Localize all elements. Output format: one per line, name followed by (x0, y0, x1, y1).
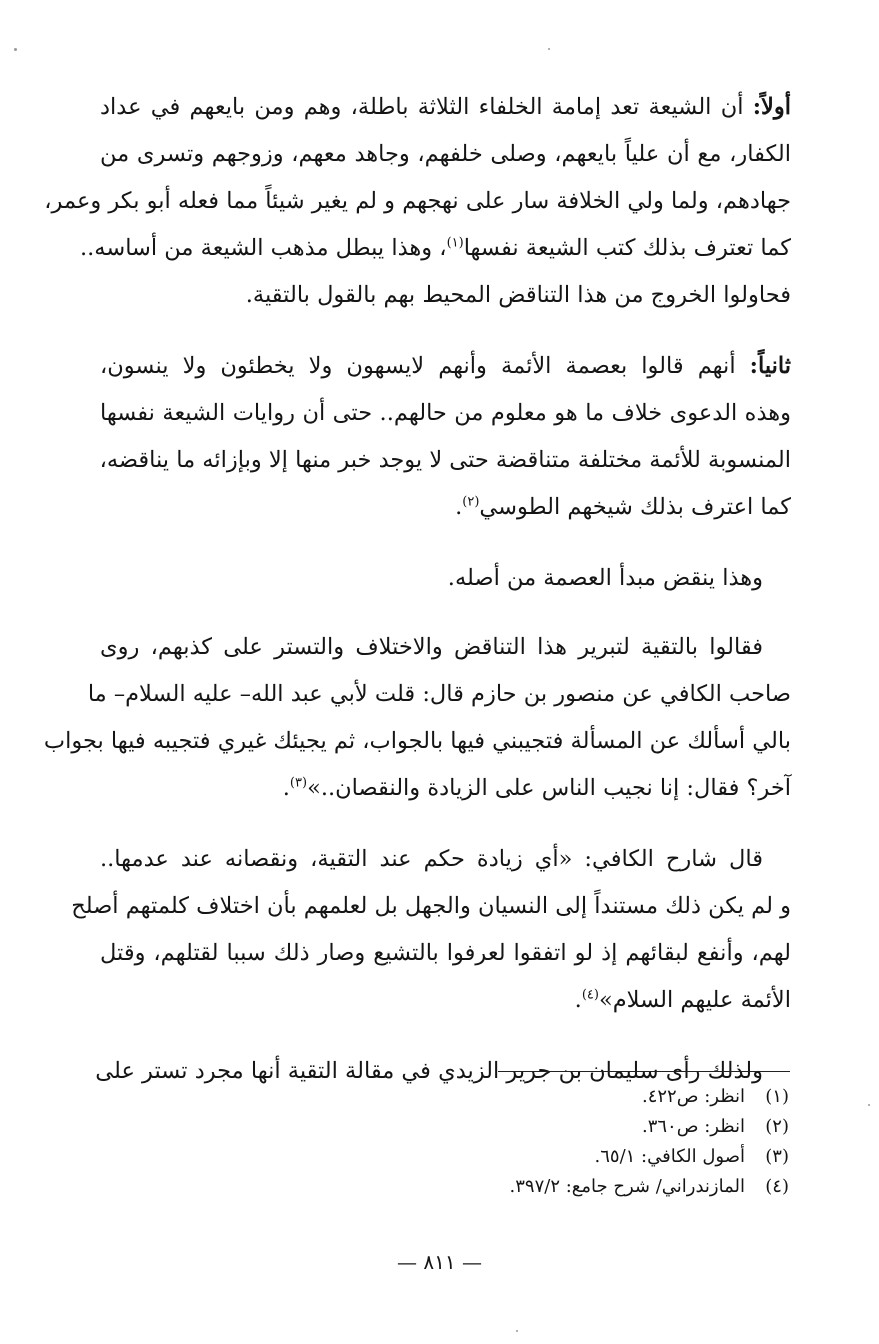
paragraph-quote (43, 624, 791, 812)
text-line: جهادهم، ولما ولي الخلافة سار على نهجهم و لم يغير شيئاً مما فعله أبو بكر وعمر، (44, 188, 791, 214)
paragraph-first-point (44, 84, 791, 319)
footnote-text: أصول الكافي: ٦٥/١. (594, 1146, 745, 1167)
text-line: الكفار، مع أن علياً بايعهم، وصلى خلفهم، وجاهد معهم، وزوجهم وتسرى من (100, 141, 791, 167)
footnote-item (409, 1082, 789, 1112)
footnotes (409, 1082, 789, 1202)
text-line: لهم، وأنفع لبقائهم إذ لو اتفقوا لعرفوا بالتشيع وصار ذلك سببا لقتلهم، وقتل (100, 940, 791, 966)
footnote-item (409, 1172, 789, 1202)
paragraph-conclusion (100, 555, 791, 602)
text-line: الأئمة عليهم السلام»$^{(٤)}$. (574, 987, 791, 1013)
lead-word: ثانياً: (749, 353, 791, 379)
page-number: — ٨١١ — (397, 1250, 482, 1274)
scan-speck (868, 1104, 870, 1106)
text-line: وهذه الدعوى خلاف ما هو معلوم من حالهم.. حتى أن روايات الشيعة نفسها (100, 400, 791, 426)
text-line: و لم يكن ذلك مستنداً إلى النسيان والجهل بل لعلمهم بأن اختلاف كلمتهم أصلح (71, 893, 791, 919)
text-line: بالي أسألك عن المسألة فتجيبني فيها بالجواب، ثم يجيئك غيري فتجيبه فيها بجواب (43, 728, 791, 754)
footnote-number: (٣) (765, 1146, 789, 1167)
main-text (43, 84, 791, 1119)
footnote-reference: (٢) (462, 494, 480, 510)
text-line: صاحب الكافي عن منصور بن حازم قال: قلت لأبي عبد الله– عليه السلام– ما (87, 681, 791, 707)
paragraph-commentary (71, 836, 791, 1024)
footnote-number: (١) (765, 1086, 789, 1107)
footnote-number: (٤) (765, 1176, 789, 1197)
text-line: المنسوبة للأئمة مختلفة متناقضة حتى لا يوجد خبر منها إلا وبإزائه ما يناقضه، (99, 447, 791, 473)
text-line: فحاولوا الخروج من هذا التناقض المحيط بهم بالقول بالتقية. (245, 282, 791, 308)
text-line: وهذا ينقض مبدأ العصمة من أصله. (447, 565, 763, 591)
scan-speck (548, 48, 550, 50)
footnote-text: انظر: ص٣٦٠. (641, 1116, 745, 1137)
text-line: آخر؟ فقال: إنا نجيب الناس على الزيادة والنقصان..»$^{(٣)}$. (282, 775, 791, 801)
footnote-item (409, 1142, 789, 1172)
footnote-text: انظر: ص٤٢٢. (641, 1086, 745, 1107)
lead-word: أولاً: (752, 94, 791, 120)
text-line: أولاً: أن الشيعة تعد إمامة الخلفاء الثلاثة باطلة، وهم ومن بايعهم في عداد (100, 94, 791, 120)
footnote-text: المازندراني/ شرح جامع: ٣٩٧/٢. (509, 1176, 745, 1197)
footnote-reference: (١) (446, 235, 464, 251)
footnote-divider (498, 1071, 790, 1072)
scan-speck (14, 48, 17, 51)
footnote-number: (٢) (765, 1116, 789, 1137)
text-line: كما اعترف بذلك شيخهم الطوسي$^{(٢)}$. (455, 494, 791, 520)
text-line: فقالوا بالتقية لتبرير هذا التناقض والاختلاف والتستر على كذبهم، روى (100, 634, 763, 660)
scan-speck (516, 1330, 518, 1332)
text-line: ولذلك رأى سليمان بن جرير الزيدي في مقالة التقية أنها مجرد تستر على (95, 1058, 763, 1084)
footnote-item (409, 1112, 789, 1142)
footnote-reference: (٣) (289, 775, 308, 791)
text-line: ثانياً: أنهم قالوا بعصمة الأئمة وأنهم لايسهون ولا يخطئون ولا ينسون، (100, 353, 791, 379)
text-line: قال شارح الكافي: «أي زيادة حكم عند التقية، ونقصانه عند عدمها.. (100, 846, 763, 872)
footnote-reference: (٤) (581, 987, 599, 1003)
paragraph-second-point (100, 343, 791, 531)
text-line: كما تعترف بذلك كتب الشيعة نفسها$^{(١)}$، وهذا يبطل مذهب الشيعة من أساسه.. (79, 235, 791, 261)
